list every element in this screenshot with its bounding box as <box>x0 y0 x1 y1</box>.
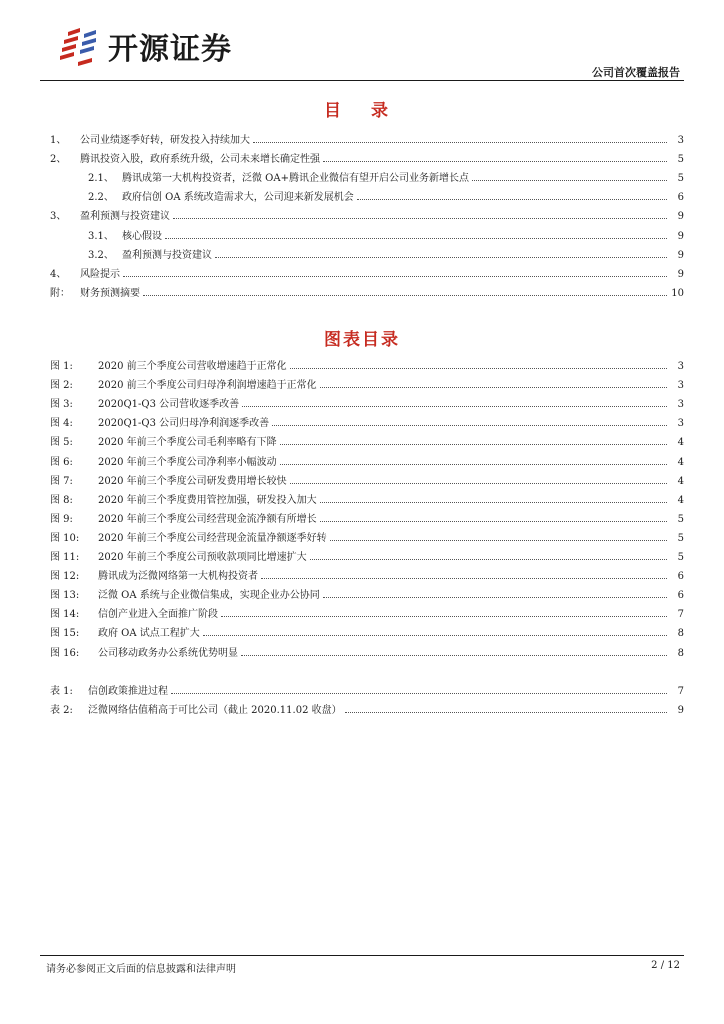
dot-leader <box>253 142 667 143</box>
figure-entry[interactable] <box>50 410 684 429</box>
footer-divider <box>40 955 684 956</box>
figure-entry[interactable] <box>50 429 684 448</box>
footer-disclaimer: 请务必参阅正文后面的信息披露和法律声明 <box>46 964 236 975</box>
figure-entry-number: 图 15: <box>50 628 80 640</box>
figure-entry-page: 3 <box>677 418 684 430</box>
figure-entry[interactable] <box>50 544 684 563</box>
dot-leader <box>280 464 667 465</box>
toc-entry-title: 财务预测摘要 <box>80 287 140 299</box>
toc-entry-title: 政府信创 OA 系统改造需求大，公司迎来新发展机会 <box>122 192 354 204</box>
figure-entry-title: 2020 年前三个季度公司研发费用增长较快 <box>98 475 287 487</box>
figure-entry[interactable] <box>50 468 684 487</box>
figure-entry-title: 2020 年前三个季度费用管控加强，研发投入加大 <box>98 494 317 506</box>
dot-leader <box>357 199 667 200</box>
toc-entry-title: 盈利预测与投资建议 <box>122 249 212 261</box>
figure-entry-title: 2020 年前三个季度公司预收款项同比增速扩大 <box>98 552 307 564</box>
toc-entry-number: 附： <box>50 287 70 299</box>
figure-entry-number: 图 5: <box>50 437 73 449</box>
figure-entry-number: 图 14: <box>50 609 80 621</box>
brand-mark-icon <box>58 26 102 66</box>
figure-entry-page: 4 <box>677 456 684 468</box>
table-entry-number: 表 1: <box>50 686 73 698</box>
figure-entry-page: 3 <box>677 361 684 373</box>
figure-entry[interactable] <box>50 448 684 467</box>
toc-entry-number: 4、 <box>50 268 67 280</box>
toc-entry-number: 2.1、 <box>88 173 114 185</box>
dot-leader <box>323 161 667 162</box>
figure-entry-title: 政府 OA 试点工程扩大 <box>98 628 200 640</box>
header-divider <box>40 80 684 81</box>
table-entry-page: 9 <box>677 705 684 717</box>
figure-entry-title: 2020Q1-Q3 公司营收逐季改善 <box>98 399 240 411</box>
figure-entry-page: 3 <box>677 399 684 411</box>
toc-entry-title: 腾讯成第一大机构投资者，泛微 OA+腾讯企业微信有望开启公司业务新增长点 <box>122 173 469 185</box>
figure-entry[interactable] <box>50 353 684 372</box>
figures-list <box>50 353 684 659</box>
toc-entry[interactable] <box>50 203 684 222</box>
dot-leader <box>330 540 667 541</box>
toc-entry-number: 2.2、 <box>88 192 114 204</box>
figure-entry-title: 2020 年前三个季度公司毛利率略有下降 <box>98 437 277 449</box>
toc-entry-number: 1、 <box>50 135 67 147</box>
toc-entry[interactable] <box>50 222 684 241</box>
figure-entry[interactable] <box>50 506 684 525</box>
figure-entry[interactable] <box>50 563 684 582</box>
figure-entry-title: 2020 年前三个季度公司经营现金流量净额逐季好转 <box>98 532 327 544</box>
figure-entry-number: 图 3: <box>50 399 73 411</box>
toc-entry-title: 腾讯投资入股，政府系统升级，公司未来增长确定性强 <box>80 154 320 166</box>
report-type-label: 公司首次覆盖报告 <box>592 66 680 79</box>
figure-entry[interactable] <box>50 391 684 410</box>
dot-leader <box>320 387 667 388</box>
toc-entry[interactable] <box>50 146 684 165</box>
figure-entry-page: 6 <box>677 571 684 583</box>
figure-entry-number: 图 12: <box>50 571 80 583</box>
page-indicator: 2 / 12 <box>651 960 680 971</box>
page-header <box>40 14 684 84</box>
table-entry-title: 信创政策推进过程 <box>88 686 168 698</box>
dot-leader <box>165 238 667 239</box>
toc-entry[interactable] <box>50 127 684 146</box>
dot-leader <box>472 180 667 181</box>
figure-entry-page: 5 <box>677 552 684 564</box>
dot-leader <box>203 635 667 636</box>
dot-leader <box>171 693 667 694</box>
toc-list <box>50 127 684 299</box>
toc-entry-page: 9 <box>677 268 684 280</box>
figure-entry-page: 4 <box>677 437 684 449</box>
toc-entry-title: 盈利预测与投资建议 <box>80 211 170 223</box>
dot-leader <box>215 257 667 258</box>
dot-leader <box>345 712 667 713</box>
toc-entry-page: 6 <box>677 192 684 204</box>
toc-entry-number: 3、 <box>50 211 67 223</box>
dot-leader <box>143 295 667 296</box>
figure-entry-page: 4 <box>677 494 684 506</box>
figure-entry-title: 泛微 OA 系统与企业微信集成，实现企业办公协同 <box>98 590 320 602</box>
toc-entry-number: 2、 <box>50 154 67 166</box>
toc-entry-number: 3.2、 <box>88 249 114 261</box>
toc-entry[interactable] <box>50 242 684 261</box>
figure-entry-number: 图 13: <box>50 590 80 602</box>
figure-entry-title: 2020 年前三个季度公司经营现金流净额有所增长 <box>98 513 317 525</box>
figure-entry-page: 5 <box>677 513 684 525</box>
figure-entry-page: 3 <box>677 380 684 392</box>
table-entry[interactable] <box>50 697 684 716</box>
figure-entry-title: 2020 前三个季度公司归母净利润增速趋于正常化 <box>98 380 317 392</box>
dot-leader <box>241 655 667 656</box>
figure-entry-title: 公司移动政务办公系统优势明显 <box>98 647 238 659</box>
dot-leader <box>173 218 667 219</box>
figure-entry-page: 6 <box>677 590 684 602</box>
toc-entry-number: 3.1、 <box>88 230 114 242</box>
figure-entry[interactable] <box>50 582 684 601</box>
figure-entry-title: 2020 年前三个季度公司净利率小幅波动 <box>98 456 277 468</box>
dot-leader <box>323 597 667 598</box>
figure-entry[interactable] <box>50 487 684 506</box>
figure-entry[interactable] <box>50 525 684 544</box>
dot-leader <box>123 276 667 277</box>
brand-logo <box>58 24 232 68</box>
figure-entry[interactable] <box>50 601 684 620</box>
toc-entry-page: 9 <box>677 249 684 261</box>
figure-entry-number: 图 16: <box>50 647 80 659</box>
figure-entry-page: 4 <box>677 475 684 487</box>
figure-entry-title: 腾讯成为泛微网络第一大机构投资者 <box>98 571 258 583</box>
toc-entry-page: 5 <box>677 173 684 185</box>
toc-entry-page: 9 <box>677 230 684 242</box>
figure-entry[interactable] <box>50 639 684 658</box>
figure-entry-page: 5 <box>677 532 684 544</box>
figure-entry-number: 图 7: <box>50 475 73 487</box>
table-entry-title: 泛微网络估值稍高于可比公司（截止 2020.11.02 收盘） <box>88 705 342 717</box>
toc-entry-page: 3 <box>677 135 684 147</box>
figure-entry-page: 8 <box>677 628 684 640</box>
figure-entry[interactable] <box>50 620 684 639</box>
table-entry-number: 表 2: <box>50 705 73 717</box>
dot-leader <box>320 502 667 503</box>
dot-leader <box>320 521 667 522</box>
figure-entry-page: 7 <box>677 609 684 621</box>
figure-entry[interactable] <box>50 372 684 391</box>
dot-leader <box>290 368 667 369</box>
toc-entry-page: 5 <box>677 154 684 166</box>
dot-leader <box>221 616 667 617</box>
brand-name: 开源证券 <box>108 32 232 67</box>
toc-entry-page: 10 <box>671 287 684 299</box>
table-entry-page: 7 <box>677 686 684 698</box>
toc-entry-page: 9 <box>677 211 684 223</box>
table-entry[interactable] <box>50 678 684 697</box>
toc-entry-title: 公司业绩逐季好转，研发投入持续加大 <box>80 135 250 147</box>
toc-title: 目 录 <box>324 101 400 121</box>
figure-entry-number: 图 10: <box>50 532 80 544</box>
figure-entry-number: 图 9: <box>50 513 73 525</box>
dot-leader <box>290 483 667 484</box>
figures-title: 图表目录 <box>324 330 400 350</box>
figure-entry-title: 信创产业进入全面推广阶段 <box>98 609 218 621</box>
figure-entry-title: 2020Q1-Q3 公司归母净利润逐季改善 <box>98 418 270 430</box>
dot-leader <box>280 444 667 445</box>
toc-entry-title: 核心假设 <box>122 230 162 242</box>
figure-entry-number: 图 8: <box>50 494 73 506</box>
toc-entry[interactable] <box>50 280 684 299</box>
figure-entry-number: 图 1: <box>50 361 73 373</box>
figure-entry-number: 图 11: <box>50 552 80 564</box>
dot-leader <box>310 559 667 560</box>
toc-entry[interactable] <box>50 261 684 280</box>
figure-entry-page: 8 <box>677 647 684 659</box>
figure-entry-number: 图 6: <box>50 456 73 468</box>
tables-list <box>50 678 684 716</box>
toc-entry-title: 风险提示 <box>80 268 120 280</box>
figure-entry-number: 图 2: <box>50 380 73 392</box>
toc-entry[interactable] <box>50 184 684 203</box>
figure-entry-title: 2020 前三个季度公司营收增速趋于正常化 <box>98 361 287 373</box>
dot-leader <box>261 578 667 579</box>
dot-leader <box>242 406 667 407</box>
figure-entry-number: 图 4: <box>50 418 73 430</box>
dot-leader <box>272 425 667 426</box>
toc-entry[interactable] <box>50 165 684 184</box>
